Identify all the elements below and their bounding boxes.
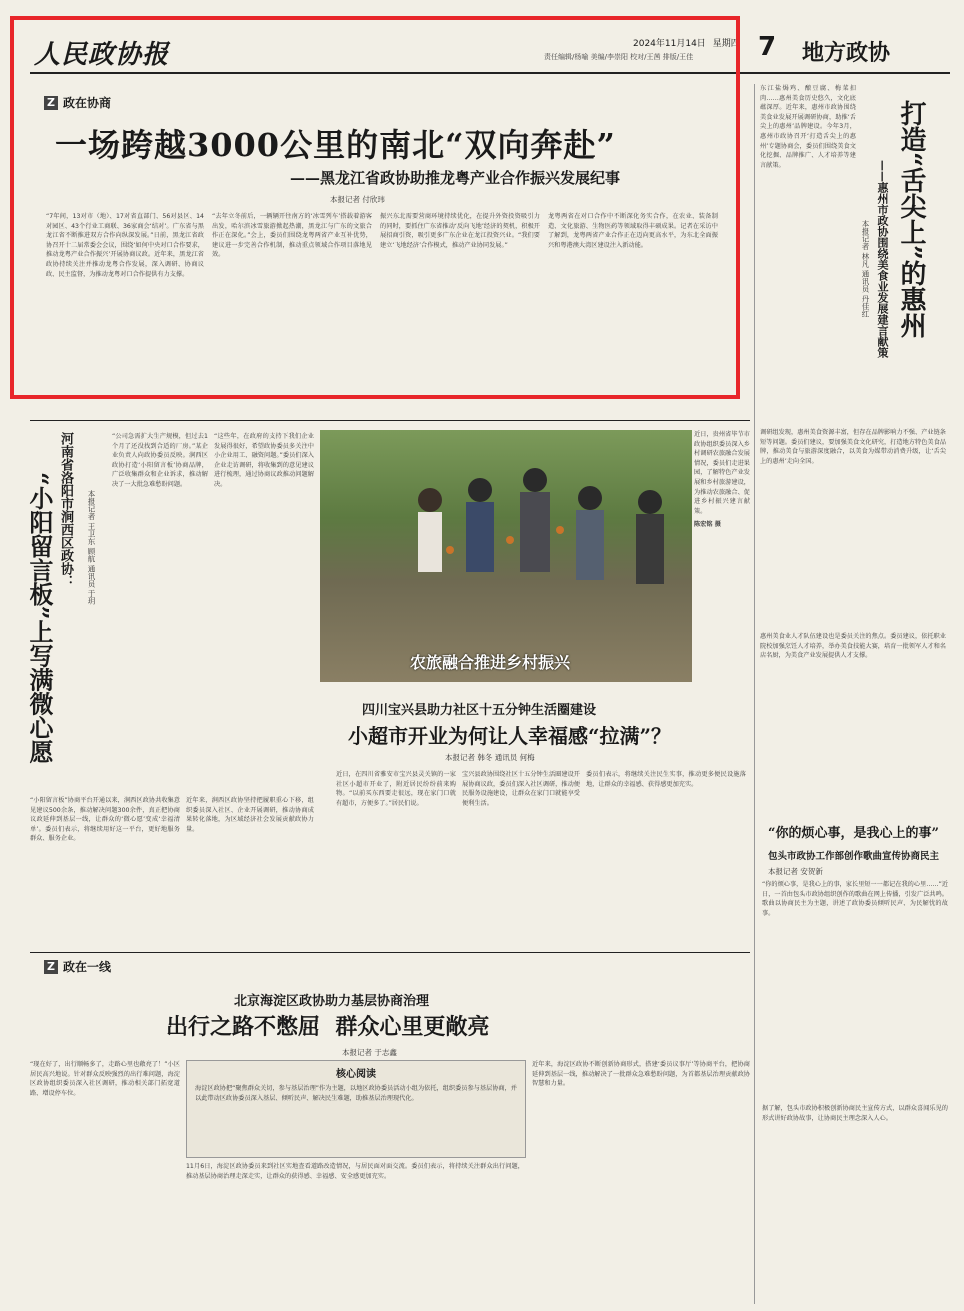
column-divider — [754, 84, 755, 1304]
newspaper-logo: 人民政协报 — [34, 40, 170, 70]
baotou-headline: “你的烦心事，是我心上的事” — [768, 826, 939, 841]
right-headline: 打造“舌尖上”的惠州 — [896, 100, 926, 338]
left-story-rule — [30, 420, 750, 421]
lead-subhead: ——黑龙江省政协助推龙粤产业合作振兴发展纪事 — [290, 169, 621, 187]
left-column-3: “小阳留言板”协商平台开通以来，涧西区政协共收集意见建议500余条，推动解决问题300余件，真正把协商议政延伸到基层一线，让群众的‘微心愿’变成‘幸福清单’。委员们表示，将继续用好这一平台，更好地服务群众、服务企业。 — [30, 797, 180, 843]
bottom-headline: 出行之路不憋屈 群众心里更敞亮 — [166, 1014, 490, 1040]
lead-byline: 本报记者 付欣玮 — [330, 195, 385, 204]
photo-people-illustration — [320, 430, 692, 682]
baotou-byline: 本报记者 安贺新 — [768, 867, 823, 876]
page-number: 7 — [758, 32, 777, 62]
lead-column-2: “去年立冬前后，一辆辆开往南方的‘冰雪列车’搭载着游客出发，哈尔滨冰雪旅游掀起热潮，黑龙江与广东的文旅合作正在深化。”会上，委员们围绕龙粤两省产业互补优势，建议进一步完善合作机制，推动重点领域合作项目落地见效。 — [212, 213, 372, 259]
core-reading-box — [186, 1060, 526, 1158]
right-top-text: 东江盐焗鸡、酿豆腐、梅菜扣肉……惠州美食历史悠久，文化底蕴深厚。近年来，惠州市政协围绕美食业发展开展调研协商，助推‘舌尖上的惠州’品牌建设。今年3月，惠州市政协召开‘打造舌尖上的惠州’专题协商会，委员们围绕美食文化挖掘、品牌推广、人才培养等建言献策。 — [760, 85, 856, 169]
core-reading-text: 海淀区政协把“聚焦群众关切，参与基层治理”作为主题，以地区政协委员活动小组为依托，组织委员参与基层协商，并以此带动区政协委员深入基层、倾听民声、解决民生难题，助推基层治理现代化。 — [195, 1085, 517, 1102]
core-reading-title: 核心阅读 — [336, 1069, 376, 1080]
right-byline: 本报记者 林凡 通讯员 丹佳红 — [861, 220, 870, 318]
lead-column-1: “7年间，13对市（地）、17对省直部门、56对县区、14对园区、43个行业工商联、36家商会‘结对’。广东省与黑龙江省不断推进双方合作向纵深发展。”日前，黑龙江省政协召开十二届常委会会议，围绕‘如何中央对口合作要求，推动龙粤产业合作振兴’开展协商议政。近年来，黑龙江省政协持续关注并推动龙粤合作发展，深入调研、协商议政、民主监督，为推动龙粤对口合作提供有力支撑。 — [46, 213, 204, 278]
sichuan-kicker: 四川宝兴县助力社区十五分钟生活圈建设 — [362, 703, 597, 718]
lead-headline: 一场跨越3000公里的南北“双向奔赴” — [55, 126, 616, 164]
bottom-byline: 本报记者 于志鑫 — [342, 1048, 397, 1057]
baotou-column-2: 据了解，包头市政协积极创新协商民主宣传方式，以群众喜闻乐见的形式讲好政协故事，让协商民主理念深入人心。 — [762, 1105, 948, 1122]
bottom-section-rule — [30, 952, 750, 953]
photo-note: 近日，贵州省毕节市政协组织委员深入乡村调研农旅融合发展情况，委员们走进果园，了解特色产业发展和乡村旅游建设，为推动农旅融合、促进乡村振兴建言献策。 陈宏铭 摄 — [694, 431, 750, 529]
editor-credits: 责任编辑/杨喻 美编/李崇阳 校对/王茜 排版/王佳 — [544, 53, 694, 61]
baotou-column-1: “你的烦心事，是我心上的事，家长里短一一都记在我的心里……”近日，一首由包头市政协组织创作的歌曲在网上传播，引发广泛共鸣。歌曲以协商民主为主题，讲述了政协委员倾听民声、为民解忧的故事。 — [762, 881, 948, 917]
bottom-column-2: 11月6日，海淀区政协委员来到社区实地查看道路改造情况，与居民面对面交流。委员们表示，将持续关注群众出行问题，推动基层协商治理走深走实，让群众的获得感、幸福感、安全感更加充实。 — [186, 1163, 524, 1180]
left-byline: 本报记者 王卫东 顾航 通讯员 于玥 — [87, 490, 96, 605]
sichuan-column-2: 宝兴县政协围绕社区十五分钟生活圈建设开展协商议政，委员们深入社区调研，推动便民服务设施建设，让群众在家门口就能享受便利生活。 — [462, 771, 580, 807]
left-column-1: “公司急需扩大生产规模，但过去1个月了还没找到合适的厂房。”某企业负责人向政协委员反映。涧西区政协打造‘小阳留言板’协商品牌，广泛收集群众和企业诉求，推动解决了一大批急难愁盼问题。 — [112, 433, 208, 488]
right-subhead: ——惠州市政协围绕美食业发展建言献策 — [876, 160, 889, 358]
bottom-kicker: 北京海淀区政协助力基层协商治理 — [234, 994, 430, 1009]
bottom-section-label: Z 政在一线 — [44, 958, 111, 975]
right-column-2: 惠州美食业人才队伍建设也是委员关注的焦点。委员建议，依托职业院校加强烹饪人才培养，举办美食技能大赛，培育一批领军人才和名店名厨，为美食产业发展提供人才支撑。 — [760, 633, 946, 660]
right-column-1: 调研组发现，惠州美食资源丰富，但存在品牌影响力不强、产业链条短等问题。委员们建议，要加强美食文化研究，打造地方特色美食品牌，推动美食与旅游深度融合，以美食为媒带动消费升级，让‘舌尖上的惠州’走向全国。 — [760, 429, 946, 465]
baotou-subhead: 包头市政协工作部创作歌曲宣传协商民主 — [768, 851, 940, 862]
news-photo — [320, 430, 692, 682]
left-kicker: 河南省洛阳市涧西区政协： — [58, 432, 73, 588]
lead-column-3: 振兴东北需要营商环境持续优化，在提升外资投资吸引力的同时，要抓住广东省推动‘反向飞地’经济的契机，积极开展招商引资，吸引更多广东企业在龙江投资兴业。“我们要建立‘飞地经济’合作模式，推动产业协同发展。” — [380, 213, 540, 249]
bottom-column-1: “现在好了，出行顺畅多了，走路心里也敞亮了！”小区居民高兴地说。针对群众反映强烈的出行难问题，海淀区政协组织委员深入社区调研，推动相关部门拓宽道路、增设停车位。 — [30, 1061, 180, 1097]
sichuan-column-3: 委员们表示，将继续关注民生实事，推动更多便民设施落地，让群众的幸福感、获得感更加充实。 — [586, 771, 746, 788]
bottom-column-3: 近年来，海淀区政协不断创新协商形式，搭建‘委员议事厅’等协商平台，把协商延伸到基层一线，推动解决了一批群众急难愁盼问题，为首都基层治理贡献政协智慧和力量。 — [532, 1061, 750, 1088]
sichuan-headline: 小超市开业为何让人幸福感“拉满”？ — [348, 724, 672, 748]
lead-section-label: Z 政在协商 — [44, 94, 111, 111]
lead-column-4: 龙粤两省在对口合作中不断深化务实合作，在农业、装备制造、文化旅游、生物医药等领域取得丰硕成果。记者在采访中了解到，龙粤两省产业合作正在迈向更高水平，为东北全面振兴和粤港澳大湾区建设注入新动能。 — [548, 213, 718, 249]
left-headline: “小阳留言板”上写满微心愿 — [25, 472, 54, 764]
left-column-2: “这些年，在政府的支持下我们企业发展得很好，希望政协委员多关注中小企业用工、融资问题。”委员们深入企业走访调研，将收集到的意见建议进行梳理，通过协商议政推动问题解决。 — [214, 433, 314, 488]
sichuan-byline: 本报记者 韩冬 通讯员 何梅 — [445, 753, 535, 762]
page-section-title: 地方政协 — [802, 40, 891, 66]
photo-credit: 陈宏铭 摄 — [694, 521, 721, 529]
issue-date: 2024年11月14日 星期四 — [633, 39, 740, 49]
photo-caption: 农旅融合推进乡村振兴 — [410, 653, 571, 672]
sichuan-column-1: 近日，在四川省雅安市宝兴县灵关镇的一家社区小超市开业了，附近居民纷纷前来购物。“以前买东西要走很远，现在家门口就有超市，方便多了。”居民们说。 — [336, 771, 456, 807]
section-mark-icon: Z — [44, 960, 58, 974]
section-mark-icon: Z — [44, 96, 58, 110]
left-column-4: 近年来，涧西区政协坚持把履职重心下移，组织委员深入社区、企业开展调研，推动协商成果转化落地，为区域经济社会发展贡献政协力量。 — [186, 797, 314, 833]
